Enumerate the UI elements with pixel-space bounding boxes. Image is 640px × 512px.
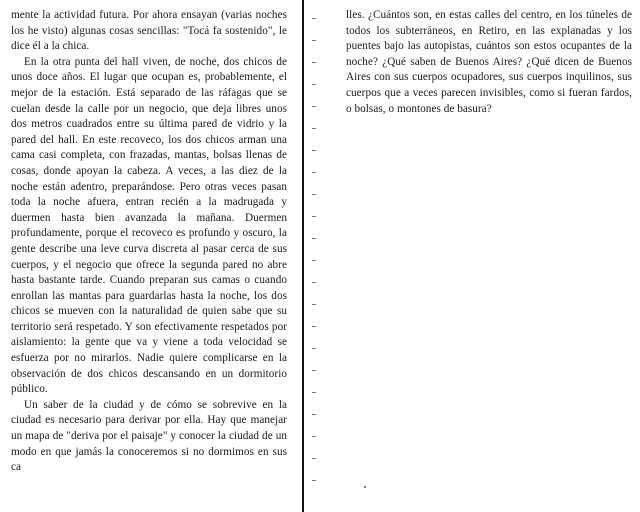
paragraph-4: lles. ¿Cuántos son, en estas calles del centro, en los túneles de todos los subterráneos, en Retiro, en las explanadas y los puentes bajo las autopistas, cuántos son estos ocupantes de la noche? ¿Qué saben de Buenos Aires? ¿Qué dicen de Buenos Aires con sus cuerpos ocupadores, sus cuerpos inquilinos, sus cuerpos que a veces parecen invisibles, como si fueran fardos, o bolsas, o montones de basura? (346, 9, 632, 115)
left-page-text-column (11, 8, 287, 476)
paragraph-2: En la otra punta del hall viven, de noche, dos chicos de unos doce años. El lugar que ocupan es, probablemente, el mejor de la estación. Está separado de las ráfagas que se cuelan desde la calle por un negocio, que deja libres unos dos metros cuadrados entre su última pared de vidrio y la pared del hall. En este recoveco, los dos chicos arman una cama casi completa, con frazadas, mantas, bolsas llenas de cosas, donde apoyan la cabeza. A veces, a las diez de la noche están adentro, preparándose. Pero otras veces pasan toda la noche afuera, entran recién a la madrugada y duermen hasta bien avanzada la mañana. Duermen profundamente, porque el recoveco es profundo y oscuro, la gente describe una leve curva discreta al pasar cerca de sus cuerpos, y el negocio que ofrece la segunda pared no abre hasta bastante tarde. Cuando preparan sus camas o cuando enrollan las mantas para guardarlas hasta la noche, los dos chicos se mueven con la naturalidad de quien sabe que su territorio será respetado. Y son efectivamente respetados por aislamiento: la gente que va y viene a toda velocidad se esfuerza por no mirarlos. Nadie quiere complicarse en la observación de dos chicos descansando en un dormitorio público. (11, 55, 287, 396)
right-page-text-column (346, 8, 632, 117)
paragraph-3: Un saber de la ciudad y de cómo se sobrevive en la ciudad es necesario para derivar por ella. Hay que manejar un mapa de "deriva por el paisaje" y conocer la ciudad de un modo en que jamás la conoceremos si no dormimos en sus ca (11, 398, 287, 474)
paragraph-1: mente la actividad futura. Por ahora ensayan (varias noches los he visto) algunas cosas sencillas: "Tocá fa sostenido", le dice él a la chica. (11, 9, 287, 53)
page-gutter-divider (302, 0, 304, 512)
